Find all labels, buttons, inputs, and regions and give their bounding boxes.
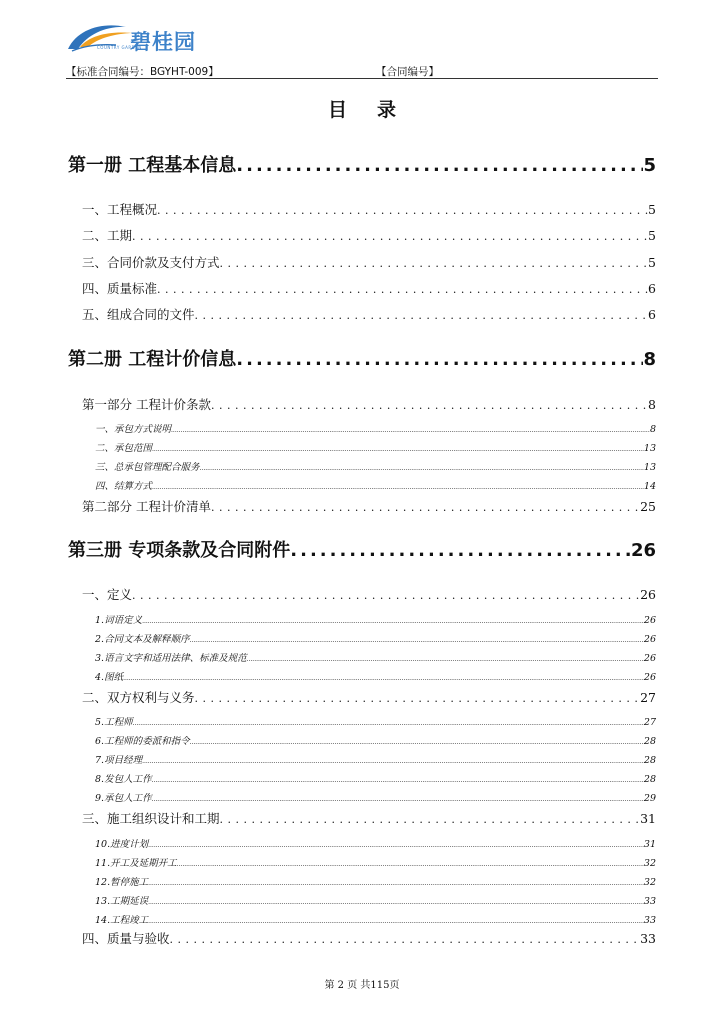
toc-section-entry[interactable]	[82, 809, 656, 827]
toc-entry-label: 三、施工组织设计和工期	[82, 811, 220, 826]
toc-page-number: 25	[640, 499, 656, 514]
toc-entry-label: 第一册 工程基本信息	[68, 155, 237, 176]
toc-page-number: 27	[640, 690, 656, 705]
toc-section-entry[interactable]	[82, 200, 656, 218]
toc-page-number: 27	[643, 717, 656, 728]
toc-page-number: 14	[643, 481, 656, 492]
toc-section-entry[interactable]	[82, 585, 656, 603]
toc-page-number: 6	[648, 281, 656, 296]
toc-entry-label: 五、组成合同的文件	[82, 307, 195, 322]
toc-page-number: 8	[643, 349, 656, 370]
page-title: 目录	[327, 99, 426, 121]
toc-subsection-entry[interactable]	[95, 752, 656, 766]
toc-subsection-entry[interactable]	[95, 714, 656, 728]
toc-subsection-entry[interactable]	[95, 771, 656, 785]
toc-entry-label: 11.开工及延期开工	[95, 858, 177, 869]
toc-entry-label: 7.项目经理	[95, 755, 143, 766]
toc-dot-leader	[211, 501, 640, 514]
toc-dot-leader	[142, 618, 644, 625]
toc-page-number: 26	[643, 615, 656, 626]
toc-dot-leader	[148, 918, 644, 925]
toc-dot-leader	[195, 309, 649, 322]
header-divider	[66, 78, 658, 79]
toc-dot-leader	[152, 446, 644, 453]
toc-entry-label: 四、质量与验收	[82, 931, 170, 946]
toc-dot-leader	[132, 230, 648, 243]
toc-dot-leader	[220, 257, 649, 270]
toc-volume-entry[interactable]	[68, 151, 656, 177]
toc-page-number: 6	[648, 307, 656, 322]
toc-entry-label: 第二册 工程计价信息	[68, 349, 237, 370]
toc-dot-leader	[290, 540, 631, 561]
toc-section-entry[interactable]	[82, 497, 656, 515]
toc-subsection-entry[interactable]	[95, 612, 656, 626]
toc-dot-leader	[190, 637, 644, 644]
toc-page-number: 26	[643, 634, 656, 645]
toc-entry-label: 三、总承包管理配合服务	[95, 462, 200, 473]
toc-subsection-entry[interactable]	[95, 733, 656, 747]
toc-dot-leader	[236, 155, 643, 176]
toc-subsection-entry[interactable]	[95, 669, 656, 683]
toc-entry-label: 3.语言文字和适用法律、标准及规范	[95, 653, 247, 664]
toc-entry-label: 一、承包方式说明	[95, 424, 172, 435]
toc-page-number: 5	[648, 228, 656, 243]
toc-volume-entry[interactable]	[68, 345, 656, 371]
toc-page-number: 26	[630, 540, 656, 561]
toc-subsection-entry[interactable]	[95, 650, 656, 664]
toc-dot-leader	[220, 813, 641, 826]
toc-subsection-entry[interactable]	[95, 421, 656, 435]
toc-dot-leader	[148, 880, 644, 887]
toc-subsection-entry[interactable]	[95, 855, 656, 869]
country-garden-logo	[66, 22, 206, 60]
toc-section-entry[interactable]	[82, 929, 656, 947]
toc-entry-label: 第二部分 工程计价清单	[82, 499, 211, 514]
toc-entry-label: 1.词语定义	[95, 615, 143, 626]
toc-page-number: 32	[643, 858, 656, 869]
toc-entry-label: 9.承包人工作	[95, 793, 152, 804]
toc-page-number: 13	[643, 462, 656, 473]
toc-dot-leader	[236, 349, 643, 370]
toc-page-number: 29	[643, 793, 656, 804]
standard-contract-number: 【标准合同编号：BGYHT-009】	[66, 66, 219, 78]
toc-entry-label: 四、结算方式	[95, 481, 153, 492]
toc-entry-label: 一、定义	[82, 587, 133, 602]
toc-page-number: 26	[643, 653, 656, 664]
toc-page-number: 8	[649, 424, 656, 435]
toc-dot-leader	[133, 720, 644, 727]
toc-page-number: 5	[648, 202, 656, 217]
toc-dot-leader	[152, 484, 644, 491]
logo-subtitle: COUNTRY GARDEN	[97, 45, 142, 50]
toc-page-number: 8	[648, 397, 656, 412]
toc-dot-leader	[170, 933, 641, 946]
toc-page-number: 26	[640, 587, 656, 602]
toc-page-number: 28	[643, 755, 656, 766]
toc-entry-label: 14.工程竣工	[95, 915, 149, 926]
toc-section-entry[interactable]	[82, 279, 656, 297]
toc-entry-label: 四、质量标准	[82, 281, 158, 296]
toc-page-number: 28	[643, 736, 656, 747]
toc-page-number: 13	[643, 443, 656, 454]
toc-page-number: 31	[643, 839, 656, 850]
toc-page-number: 5	[643, 155, 656, 176]
toc-dot-leader	[190, 739, 644, 746]
toc-entry-label: 第一部分 工程计价条款	[82, 397, 211, 412]
toc-entry-label: 二、工期	[82, 228, 133, 243]
toc-entry-label: 5.工程师	[95, 717, 133, 728]
toc-dot-leader	[211, 399, 648, 412]
toc-entry-label: 6.工程师的委派和指令	[95, 736, 190, 747]
toc-dot-leader	[157, 204, 648, 217]
toc-subsection-entry[interactable]	[95, 790, 656, 804]
toc-entry-label: 13.工期延误	[95, 896, 149, 907]
toc-page-number: 26	[643, 672, 656, 683]
toc-entry-label: 2.合同文本及解释顺序	[95, 634, 190, 645]
toc-dot-leader	[157, 283, 648, 296]
toc-page-number: 33	[640, 931, 656, 946]
toc-section-entry[interactable]	[82, 305, 656, 323]
toc-subsection-entry[interactable]	[95, 836, 656, 850]
toc-dot-leader	[142, 758, 644, 765]
toc-subsection-entry[interactable]	[95, 459, 656, 473]
page-footer: 第 2 页 共115页	[324, 980, 400, 991]
toc-section-entry[interactable]	[82, 395, 656, 413]
toc-subsection-entry[interactable]	[95, 631, 656, 645]
toc-dot-leader	[171, 427, 650, 434]
toc-page-number: 32	[643, 877, 656, 888]
toc-volume-entry[interactable]	[68, 536, 656, 562]
toc-section-entry[interactable]	[82, 226, 656, 244]
toc-dot-leader	[247, 656, 644, 663]
logo-wordmark: 碧桂园	[130, 30, 196, 54]
toc-entry-label: 三、合同价款及支付方式	[82, 255, 220, 270]
toc-entry-label: 二、双方权利与义务	[82, 690, 195, 705]
toc-page-number: 33	[643, 896, 656, 907]
toc-entry-label: 第三册 专项条款及合同附件	[68, 540, 291, 561]
toc-dot-leader	[152, 796, 644, 803]
toc-subsection-entry[interactable]	[95, 874, 656, 888]
toc-dot-leader	[200, 465, 644, 472]
toc-dot-leader	[132, 589, 640, 602]
contract-number: 【合同编号】	[376, 66, 439, 78]
toc-page-number: 5	[648, 255, 656, 270]
toc-subsection-entry[interactable]	[95, 478, 656, 492]
toc-entry-label: 一、工程概况	[82, 202, 158, 217]
toc-page-number: 28	[643, 774, 656, 785]
toc-entry-label: 10.进度计划	[95, 839, 149, 850]
page-header	[66, 22, 658, 78]
toc-dot-leader	[148, 842, 644, 849]
toc-dot-leader	[177, 861, 644, 868]
toc-entry-label: 4.图纸	[95, 672, 124, 683]
toc-dot-leader	[195, 692, 641, 705]
toc-section-entry[interactable]	[82, 253, 656, 271]
toc-page-number: 31	[640, 811, 656, 826]
toc-subsection-entry[interactable]	[95, 912, 656, 926]
toc-dot-leader	[123, 675, 644, 682]
toc-subsection-entry[interactable]	[95, 893, 656, 907]
toc-entry-label: 8.发包人工作	[95, 774, 152, 785]
toc-entry-label: 二、承包范围	[95, 443, 153, 454]
toc-subsection-entry[interactable]	[95, 440, 656, 454]
toc-entry-label: 12.暂停施工	[95, 877, 149, 888]
toc-section-entry[interactable]	[82, 688, 656, 706]
toc-dot-leader	[152, 777, 644, 784]
toc-dot-leader	[148, 899, 644, 906]
toc-page-number: 33	[643, 915, 656, 926]
